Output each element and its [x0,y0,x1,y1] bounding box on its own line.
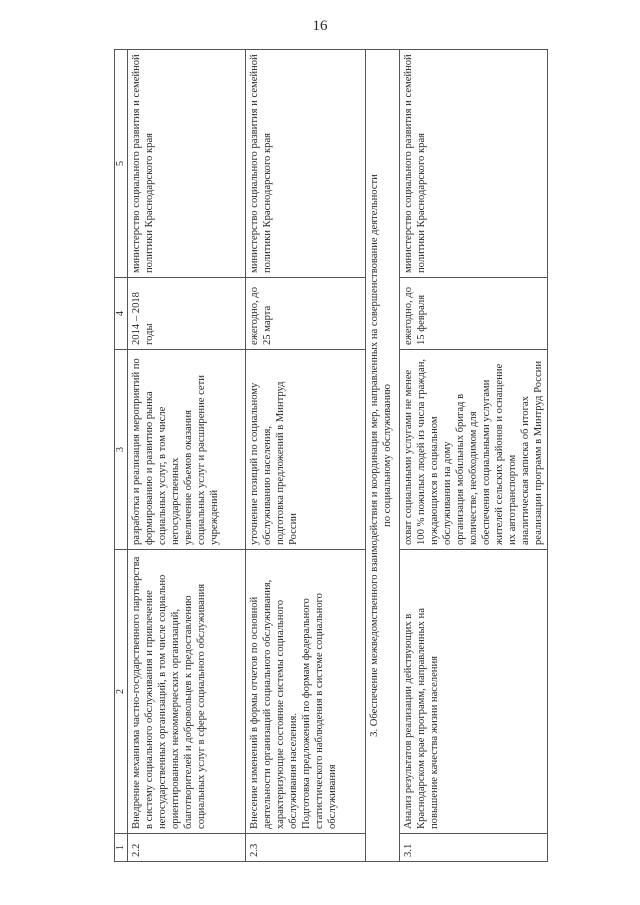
responsible: министерство социального развития и семейной политики Краснодарского края [128,50,246,278]
result-paragraph: аналитическая записка об итогах реализации программ в Минтруд России [520,360,545,545]
expected-result [400,350,548,550]
table-row [246,50,366,862]
header-col-4: 4 [115,278,128,350]
rotated-table-container [114,50,545,862]
measure-paragraph: Внесение изменений в формы отчетов по основной деятельности организаций социального обслуживания, характеризующие состояние системы социального обслуживания населения. [249,579,300,829]
row-number: 2.3 [246,834,366,862]
table-row [400,50,548,862]
section-heading-line: по социальному обслуживанию [382,384,394,527]
page-number: 16 [312,18,328,34]
header-col-1: 1 [115,834,128,862]
measures-table [114,49,548,862]
expected-result [128,350,246,550]
deadline: ежегодно, до 25 марта [246,278,366,350]
result-paragraph: разработка и реализация мероприятий по формированию и развитию рынка социальных услуг, в том числе негосударственных [131,358,182,545]
row-number: 2.2 [128,834,246,862]
measure-text: Анализ результатов реализации действующих в Краснодарском крае программ, направленных на повышение качества жизни населения [400,550,548,834]
table-header-row [115,50,128,862]
section-heading-row [366,50,400,862]
responsible: министерство социального развития и семейной политики Краснодарского края [246,50,366,278]
result-paragraph: увеличение объемов оказания социальных услуг и расширение сети учреждений [183,375,221,545]
deadline: ежегодно, до 15 февраля [400,278,548,350]
header-col-2: 2 [115,550,128,834]
header-col-3: 3 [115,350,128,550]
measure-text [246,550,366,834]
section-heading [366,50,400,862]
measure-paragraph: Подготовка предложений по формам федерального статистического наблюдения в системе социального обслуживания [301,593,339,829]
header-col-5: 5 [115,50,128,278]
result-paragraph: охват социальными услугами не менее 100 % пожилых людей из числа граждан, нуждающихся в социальном обслуживании на дому [403,358,454,545]
deadline: 2014 – 2018 годы [128,278,246,350]
result-paragraph: организация мобильных бригад в количестве, необходимом для обеспечения социальными услугами жителей сельских районов и оснащение их автотранспортом [455,363,519,545]
row-number: 3.1 [400,834,548,862]
section-heading-line: 3. Обеспечение межведомственного взаимодействия и координация мер, направленных на совершенствование деятельности [369,174,381,737]
responsible: министерство социального развития и семейной политики Краснодарского края [400,50,548,278]
result-paragraph: уточнение позиций по социальному обслуживанию населения, [249,382,274,545]
measure-text: Внедрение механизма частно-государственного партнерства в систему социального обслуживания и привлечение негосударственных организаций, в том числе социально ориентированных некоммерческих организаций, благотворителей и добровольцев к предоставлению социальных услуг в сфере социального обслуживания [128,550,246,834]
expected-result [246,350,366,550]
result-paragraph: подготовка предложений в Минтруд России [275,381,300,545]
table-row [128,50,246,862]
